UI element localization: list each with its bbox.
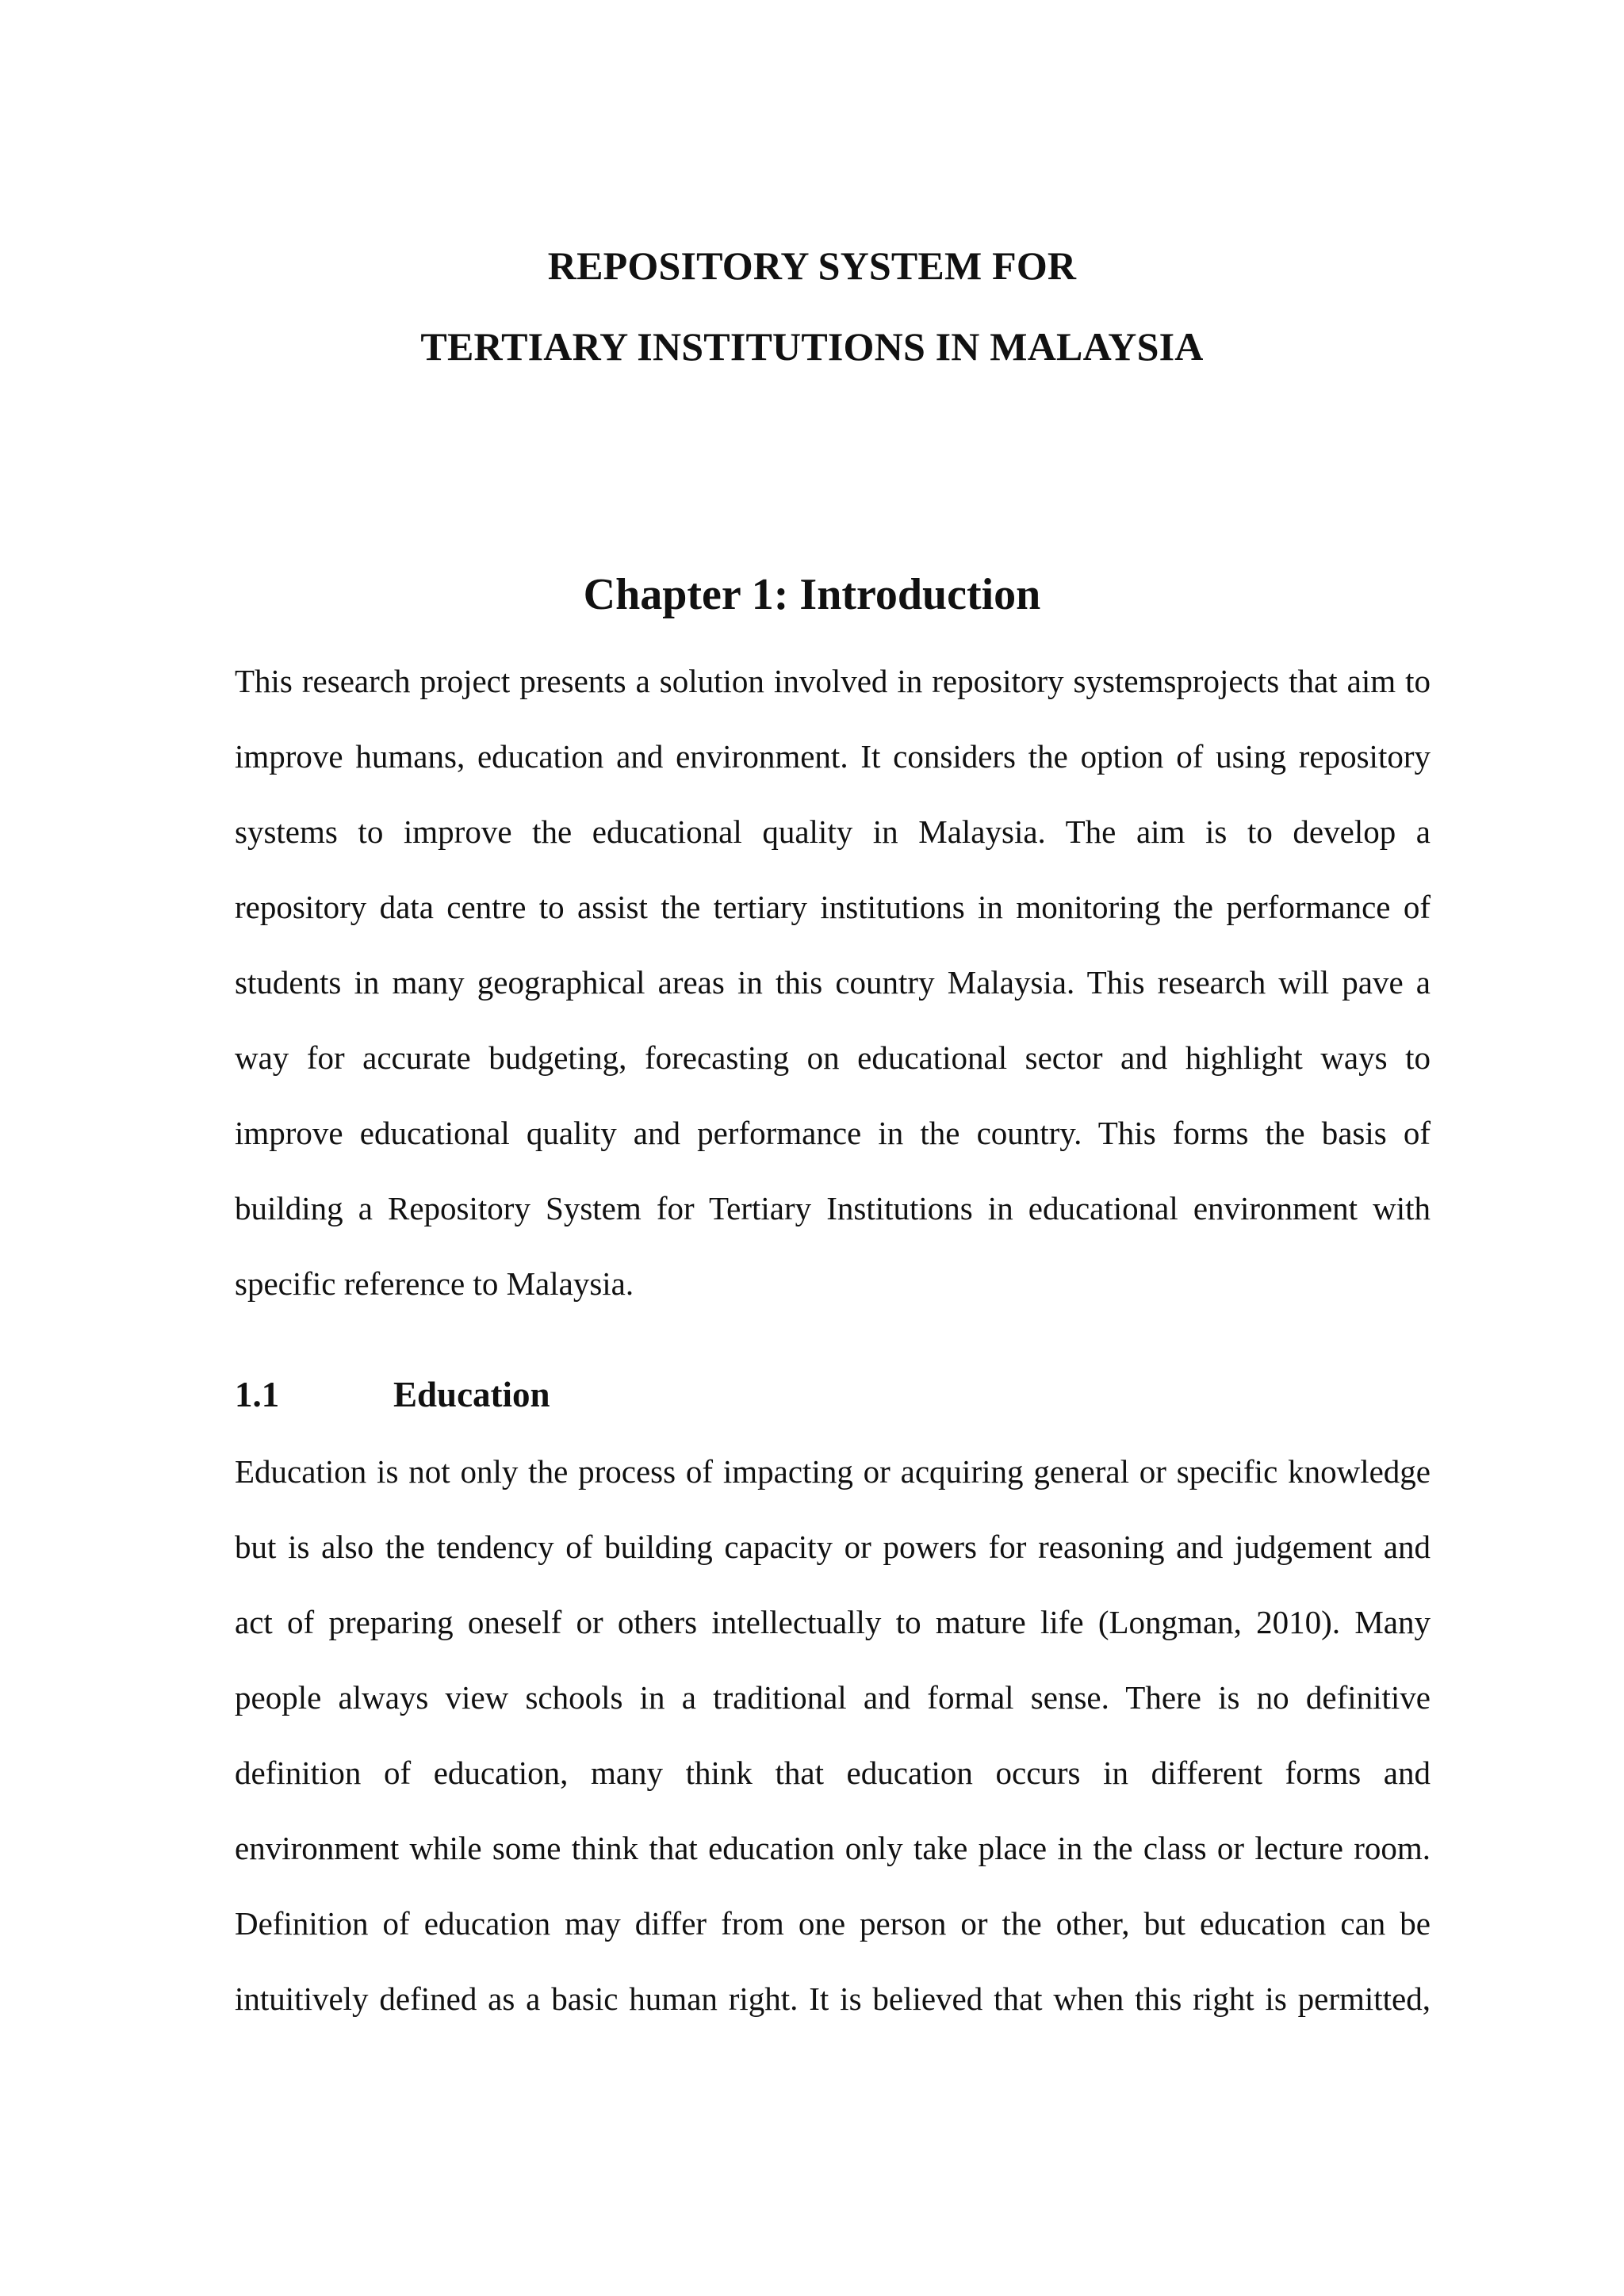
paragraph-line: people always view schools in a traditional and formal sense. There is no definitive bbox=[235, 1679, 1431, 1716]
paragraph-line: This research project presents a solution involved in repository systemsprojects that aim to bbox=[235, 663, 1431, 699]
paragraph-line: intuitively defined as a basic human right. It is believed that when this right is permitted, bbox=[235, 1980, 1431, 2017]
paragraph-line: environment while some think that education only take place in the class or lecture room. bbox=[235, 1830, 1431, 1866]
paragraph-line: systems to improve the educational quality in Malaysia. The aim is to develop a bbox=[235, 813, 1431, 850]
intro-paragraph bbox=[235, 655, 1431, 1333]
section-number: 1.1 bbox=[235, 1375, 280, 1414]
title-line-2: TERTIARY INSTITUTIONS IN MALAYSIA bbox=[420, 324, 1204, 369]
paragraph-line: improve educational quality and performance in the country. This forms the basis of bbox=[235, 1115, 1431, 1151]
paragraph-line: Definition of education may differ from one person or the other, but education can be bbox=[235, 1905, 1431, 1942]
paragraph-line: act of preparing oneself or others intellectually to mature life (Longman, 2010). Many bbox=[235, 1604, 1431, 1640]
document-title bbox=[0, 225, 1624, 387]
paragraph-line: students in many geographical areas in this country Malaysia. This research will pave a bbox=[235, 964, 1431, 1001]
education-paragraph bbox=[235, 1445, 1431, 2048]
section-heading bbox=[235, 1367, 550, 1422]
chapter-heading: Chapter 1: Introduction bbox=[583, 570, 1041, 619]
paragraph-line: definition of education, many think that education occurs in different forms and bbox=[235, 1755, 1431, 1791]
paragraph-line: building a Repository System for Tertiary Institutions in educational environment with bbox=[235, 1190, 1431, 1226]
section-title: Education bbox=[393, 1375, 550, 1414]
paragraph-line: Education is not only the process of impacting or acquiring general or specific knowledge bbox=[235, 1453, 1431, 1490]
paragraph-line: improve humans, education and environment. It considers the option of using repository bbox=[235, 738, 1431, 775]
paragraph-line: way for accurate budgeting, forecasting on educational sector and highlight ways to bbox=[235, 1039, 1431, 1076]
paragraph-line: specific reference to Malaysia. bbox=[235, 1265, 634, 1302]
title-line-1: REPOSITORY SYSTEM FOR bbox=[547, 243, 1077, 288]
paragraph-line: but is also the tendency of building capacity or powers for reasoning and judgement and bbox=[235, 1529, 1431, 1565]
paragraph-line: repository data centre to assist the tertiary institutions in monitoring the performance of bbox=[235, 889, 1431, 925]
